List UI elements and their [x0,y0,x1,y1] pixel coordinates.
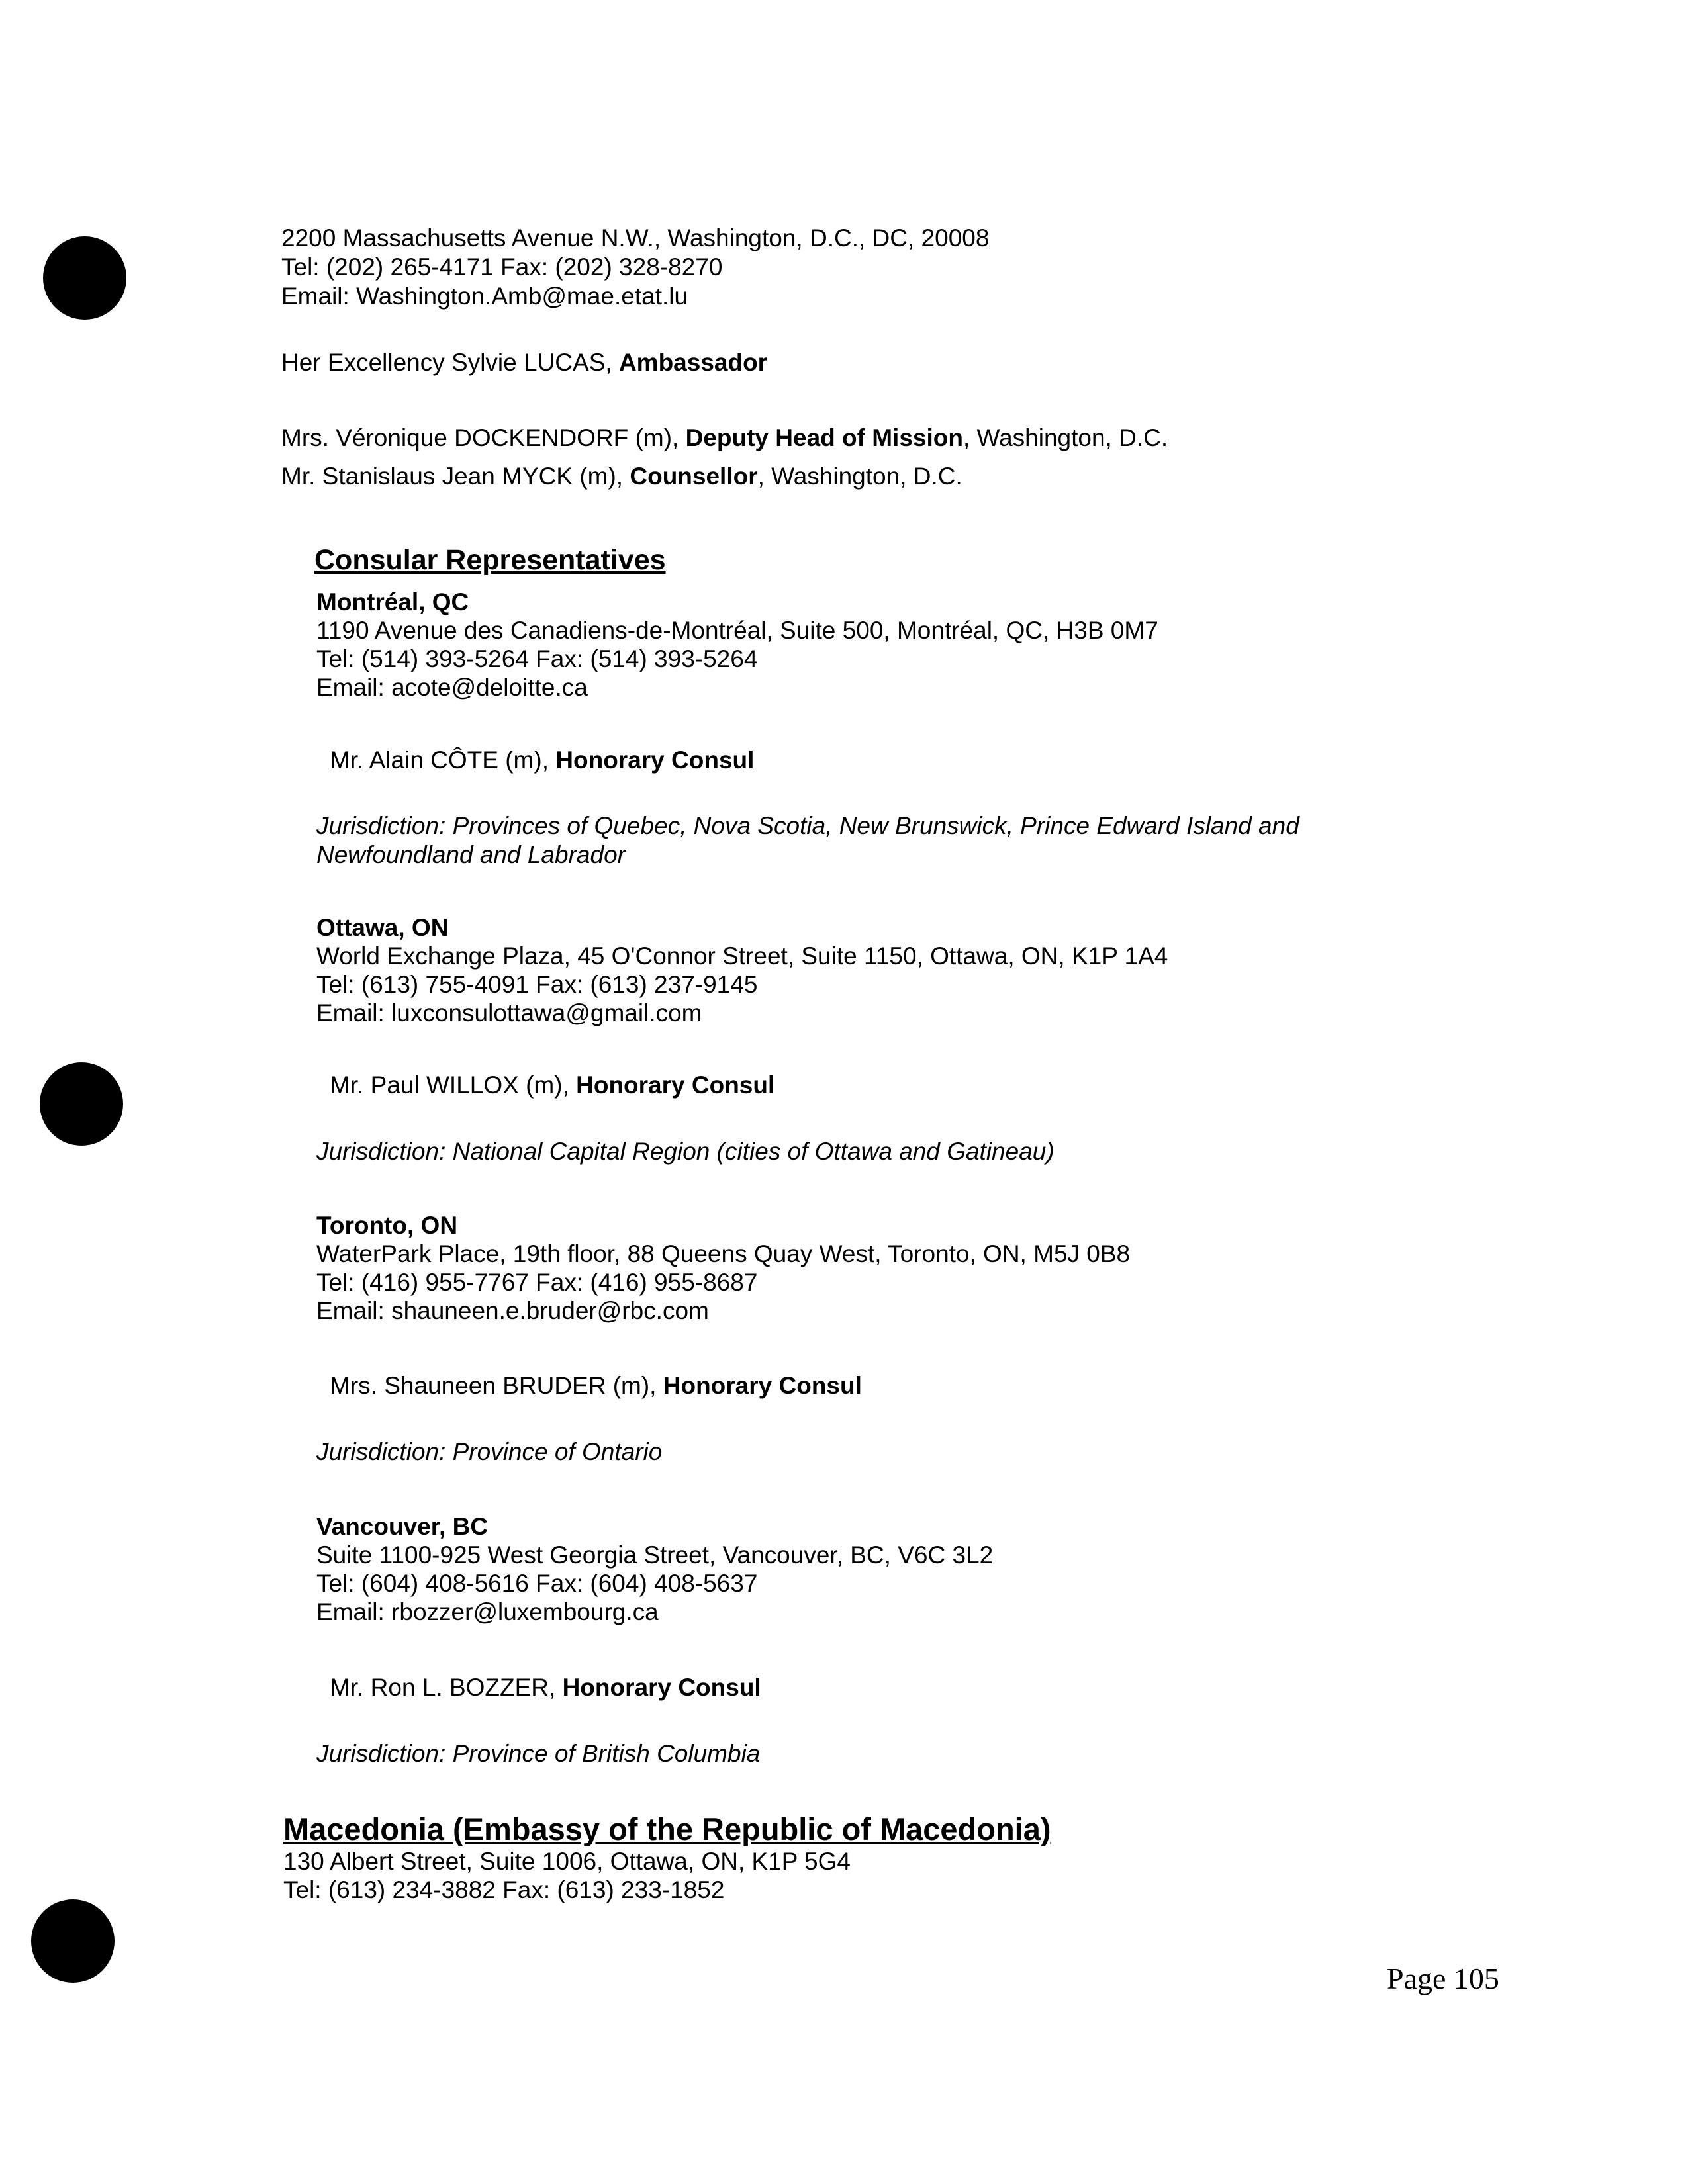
staff-title: Ambassador [618,349,768,376]
staff-title: Counsellor [630,463,758,490]
office-tel-fax: Tel: (514) 393-5264 Fax: (514) 393-5264 [316,645,758,672]
macedonia-address: 130 Albert Street, Suite 1006, Ottawa, ON, K1P 5G4 [283,1848,851,1875]
consul-entry [330,1371,862,1400]
office-email: Email: luxconsulottawa@gmail.com [316,999,702,1026]
office-email: Email: rbozzer@luxembourg.ca [316,1598,659,1625]
consul-role: Honorary Consul [576,1071,775,1099]
office-address: 1190 Avenue des Canadiens-de-Montréal, Suite 500, Montréal, QC, H3B 0M7 [316,617,1158,644]
office-city: Montréal, QC [316,588,469,615]
embassy-tel-fax: Tel: (202) 265-4171 Fax: (202) 328-8270 [281,253,723,281]
consul-role: Honorary Consul [555,747,755,774]
macedonia-heading: Macedonia (Embassy of the Republic of Macedonia) [283,1811,1051,1846]
consul-role: Honorary Consul [562,1674,761,1701]
office-email: Email: acote@deloitte.ca [316,674,588,701]
consular-heading: Consular Representatives [314,544,666,576]
office-jurisdiction: Jurisdiction: National Capital Region (cities of Ottawa and Gatineau) [316,1138,1055,1165]
staff-location: , Washington, D.C. [757,463,962,490]
staff-name: Mrs. Véronique DOCKENDORF (m), [281,424,686,451]
consul-entry [330,746,754,775]
staff-entry [281,348,767,377]
consul-name: Mr. Ron L. BOZZER, [330,1674,563,1701]
staff-location: , Washington, D.C. [962,424,1168,451]
consul-entry [330,1673,761,1702]
staff-name: Mr. Stanislaus Jean MYCK (m), [281,463,630,490]
office-address: World Exchange Plaza, 45 O'Connor Street, Suite 1150, Ottawa, ON, K1P 1A4 [316,942,1168,970]
staff-title: Deputy Head of Mission [685,424,963,451]
consul-role: Honorary Consul [663,1372,862,1399]
staff-entry [281,424,1168,453]
punch-hole-middle [40,1062,123,1146]
office-city: Vancouver, BC [316,1513,489,1540]
consul-name: Mrs. Shauneen BRUDER (m), [330,1372,663,1399]
embassy-email: Email: Washington.Amb@mae.etat.lu [281,283,688,310]
office-jurisdiction: Jurisdiction: Province of British Columbia [316,1740,761,1767]
office-tel-fax: Tel: (604) 408-5616 Fax: (604) 408-5637 [316,1570,758,1597]
embassy-address: 2200 Massachusetts Avenue N.W., Washington, D.C., DC, 20008 [281,224,990,251]
office-jurisdiction-cont: Newfoundland and Labrador [316,841,626,868]
office-city: Toronto, ON [316,1212,458,1239]
office-city: Ottawa, ON [316,914,449,941]
consul-name: Mr. Paul WILLOX (m), [330,1071,577,1099]
consul-entry [330,1071,774,1100]
punch-hole-bottom [31,1899,115,1983]
staff-entry [281,462,962,491]
page-number: Page 105 [1387,1962,1499,1995]
staff-name: Her Excellency Sylvie LUCAS, [281,349,619,376]
punch-hole-top [43,236,126,320]
office-email: Email: shauneen.e.bruder@rbc.com [316,1297,709,1324]
office-address: WaterPark Place, 19th floor, 88 Queens Quay West, Toronto, ON, M5J 0B8 [316,1240,1131,1267]
office-address: Suite 1100-925 West Georgia Street, Vancouver, BC, V6C 3L2 [316,1541,994,1569]
consul-name: Mr. Alain CÔTE (m), [330,747,556,774]
macedonia-tel-fax: Tel: (613) 234-3882 Fax: (613) 233-1852 [283,1876,725,1903]
office-tel-fax: Tel: (613) 755-4091 Fax: (613) 237-9145 [316,971,758,998]
office-jurisdiction: Jurisdiction: Province of Ontario [316,1438,663,1465]
office-tel-fax: Tel: (416) 955-7767 Fax: (416) 955-8687 [316,1269,758,1296]
office-jurisdiction: Jurisdiction: Provinces of Quebec, Nova Scotia, New Brunswick, Prince Edward Island and [316,812,1299,839]
